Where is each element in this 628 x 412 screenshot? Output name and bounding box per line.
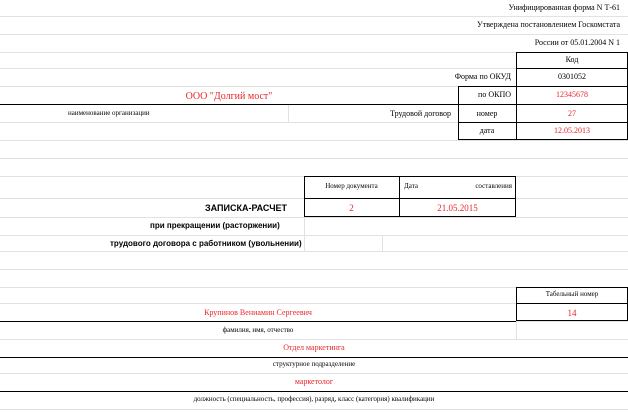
contract-label: Трудовой договор: [390, 109, 451, 118]
document-title: ЗАПИСКА-РАСЧЕТ: [205, 203, 288, 213]
date-value: 12.05.2013: [554, 126, 590, 135]
tabel-value: 14: [567, 308, 577, 318]
doc-number-value: 2: [349, 203, 354, 213]
tabel-header: Табельный номер: [545, 290, 599, 298]
number-label: номер: [476, 109, 498, 118]
employee-position-caption: должность (специальность, профессия), разряд, класс (категория) квалификации: [193, 395, 435, 403]
employee-fio: Крупинов Вениамин Сергеевич: [204, 308, 312, 317]
approved-text: Утверждена постановлением Госкомстата: [477, 20, 620, 29]
employee-position: маркетолог: [294, 377, 334, 386]
approved-date: России от 05.01.2004 N 1: [534, 38, 620, 47]
number-value: 27: [568, 109, 576, 118]
doc-number-header: Номер документа: [325, 182, 378, 190]
code-header: Код: [565, 55, 579, 64]
doc-date-header-1: Дата: [404, 182, 418, 190]
employee-department: Отдел маркетинга: [283, 343, 345, 352]
okpo-label: по ОКПО: [478, 90, 511, 99]
organization-caption: наименование организации: [68, 109, 150, 117]
document-subtitle-2: трудового договора с работником (увольнении): [110, 239, 302, 248]
okpo-value: 12345678: [556, 90, 588, 99]
doc-date-header-2: составления: [475, 182, 512, 190]
form-name: Унифицированная форма N Т-61: [508, 3, 620, 12]
employee-department-caption: структурное подразделение: [272, 360, 356, 368]
doc-date-value: 21.05.2015: [437, 203, 478, 213]
organization-name: ООО "Долгий мост": [185, 91, 273, 102]
okud-label: Форма по ОКУД: [454, 72, 511, 81]
date-label: дата: [479, 126, 495, 135]
document-subtitle-1: при прекращении (расторжении): [150, 221, 280, 230]
employee-fio-caption: фамилия, имя, отчество: [222, 326, 294, 334]
okud-value: 0301052: [558, 72, 586, 81]
